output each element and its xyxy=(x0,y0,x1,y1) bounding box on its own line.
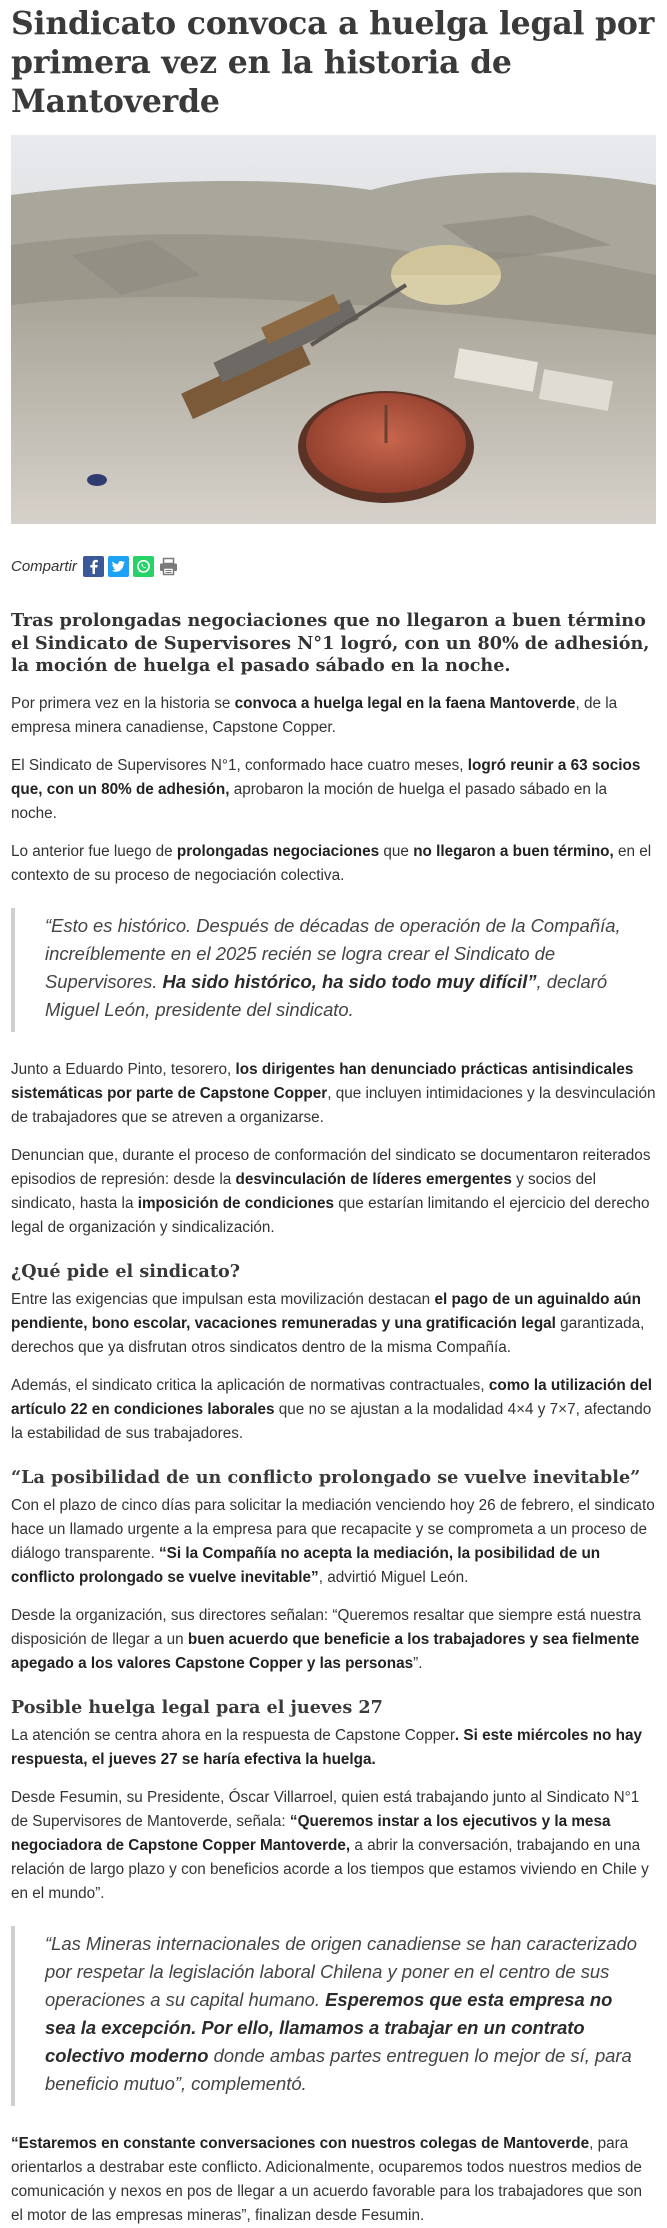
paragraph: “Estaremos en constante conversaciones con nuestros colegas de Mantoverde, para orientarlos a destrabar este conflicto. Adicionalmente, ocuparemos todos nuestros medios de comunicación y nexos en pos de llegar a un acuerdo favorable para los trabajadores que son el motor de las empresas mineras”, finalizan desde Fesumin. xyxy=(11,2134,642,2224)
paragraph: Junto a Eduardo Pinto, tesorero, los dirigentes han denunciado prácticas antisindicales sistemáticas por parte de Capstone Copper, que incluyen intimidaciones y la desvinculación de trabajadores que se atreven a organizarse. xyxy=(11,1060,656,1126)
paragraph: Desde la organización, sus directores señalan: “Queremos resaltar que siempre está nuestra disposición de llegar a un buen acuerdo que beneficie a los trabajadores y sea fielmente apegado a los valores Capstone Copper y las personas”. xyxy=(11,1606,642,1672)
paragraph: Por primera vez en la historia se convoca a huelga legal en la faena Mantoverde, de la empresa minera canadiense, Capstone Copper. xyxy=(11,694,618,736)
paragraph: Entre las exigencias que impulsan esta movilización destacan el pago de un aguinaldo aún pendiente, bono escolar, vacaciones remuneradas y una gratificación legal garantizada, derechos que ya disfrutan otros sindicatos dentro de la misma Compañía. xyxy=(11,1290,645,1356)
section-heading: ¿Qué pide el sindicato? xyxy=(11,1260,241,1282)
twitter-icon[interactable] xyxy=(108,556,129,577)
article-lead: Tras prolongadas negociaciones que no llegaron a buen término el Sindicato de Supervisores N°1 logró, con un 80% de adhesión, la moción de huelga el pasado sábado en la noche. xyxy=(11,610,650,676)
whatsapp-icon[interactable] xyxy=(133,556,154,577)
print-icon[interactable] xyxy=(158,556,179,577)
share-label: Compartir xyxy=(11,557,77,575)
facebook-icon[interactable] xyxy=(83,556,104,577)
paragraph: Lo anterior fue luego de prolongadas negociaciones que no llegaron a buen término, en el contexto de su proceso de negociación colectiva. xyxy=(11,842,652,884)
paragraph: La atención se centra ahora en la respuesta de Capstone Copper. Si este miércoles no hay respuesta, el jueves 27 se haría efectiva la huelga. xyxy=(11,1726,642,1768)
paragraph: Desde Fesumin, su Presidente, Óscar Villarroel, quien está trabajando junto al Sindicato N°1 de Supervisores de Mantoverde, señala: “Queremos instar a los ejecutivos y la mesa negociadora de Capstone Copper Mantoverde, a abrir la conversación, trabajando en una relación de largo plazo y con beneficios acorde a los tiempos que estamos viviendo en Chile y en el mundo”. xyxy=(11,1788,649,1902)
article-title: Sindicato convoca a huelga legal por primera vez en la historia de Mantoverde xyxy=(11,5,655,120)
section-heading: Posible huelga legal para el jueves 27 xyxy=(11,1696,383,1718)
pull-quote-fesumin: “Las Mineras internacionales de origen canadiense se han caracterizado por respetar la legislación laboral Chilena y poner en el centro de sus operaciones a su capital humano. Esperemos que esta empresa no sea la excepción. Por ello, llamamos a trabajar en un contrato colectivo moderno donde ambas partes entreguen lo mejor de sí, para beneficio mutuo”, complementó. xyxy=(11,1926,656,2106)
paragraph: Con el plazo de cinco días para solicitar la mediación venciendo hoy 26 de febrero, el sindicato hace un llamado urgente a la empresa para que recapacite y se comprometa a un proceso de diálogo transparente. “Si la Compañía no acepta la mediación, la posibilidad de un conflicto prolongado se vuelve inevitable”, advirtió Miguel León. xyxy=(11,1496,655,1586)
share-bar xyxy=(11,552,656,580)
mine-illustration xyxy=(11,135,656,524)
paragraph: Además, el sindicato critica la aplicación de normativas contractuales, como la utilización del artículo 22 en condiciones laborales que no se ajustan a la modalidad 4×4 y 7×7, afectando la estabilidad de sus trabajadores. xyxy=(11,1376,653,1442)
hero-image-mining-site xyxy=(11,135,656,524)
paragraph: Denuncian que, durante el proceso de conformación del sindicato se documentaron reiterados episodios de represión: desde la desvinculación de líderes emergentes y socios del sindicato, hasta la imposición de condiciones que estarían limitando el ejercicio del derecho legal de organización y sindicalización. xyxy=(11,1146,651,1236)
section-heading: “La posibilidad de un conflicto prolongado se vuelve inevitable” xyxy=(11,1466,641,1488)
paragraph: El Sindicato de Supervisores N°1, conformado hace cuatro meses, logró reunir a 63 socios que, con un 80% de adhesión, aprobaron la moción de huelga el pasado sábado en la noche. xyxy=(11,756,641,822)
pull-quote-leon: “Esto es histórico. Después de décadas de operación de la Compañía, increíblemente en el 2025 recién se logra crear el Sindicato de Supervisores. Ha sido histórico, ha sido todo muy difícil”, declaró Miguel León, presidente del sindicato. xyxy=(11,908,656,1032)
